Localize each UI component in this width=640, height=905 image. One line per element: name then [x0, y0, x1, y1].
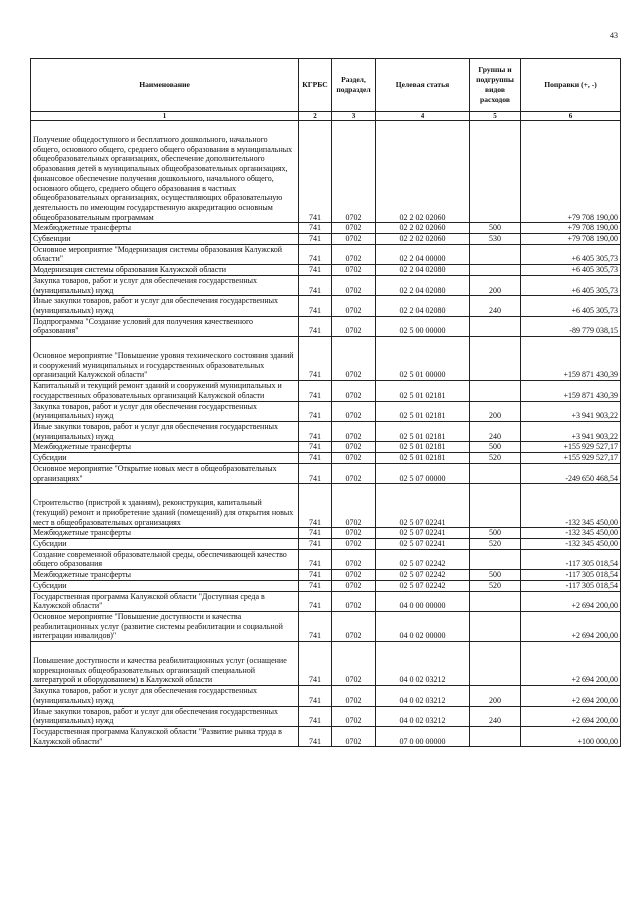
row-target: 02 2 02 02060: [376, 121, 470, 223]
table-row: [31, 686, 621, 706]
row-name: Закупка товаров, работ и услуг для обеспечения государственных (муниципальных) нужд: [31, 686, 299, 706]
row-group: [470, 121, 521, 223]
row-amount: -89 779 038,15: [521, 316, 621, 336]
row-amount: +155 929 527,17: [521, 453, 621, 464]
table-row: [31, 337, 621, 381]
row-amount: -249 650 468,54: [521, 463, 621, 483]
row-name: Модернизация системы образования Калужской области: [31, 265, 299, 276]
row-section: 0702: [332, 381, 376, 401]
row-amount: +79 708 190,00: [521, 121, 621, 223]
row-target: 02 2 04 02080: [376, 275, 470, 295]
row-section: 0702: [332, 265, 376, 276]
row-target: 02 5 01 02181: [376, 401, 470, 421]
row-target: 04 0 02 00000: [376, 611, 470, 641]
row-group: 200: [470, 275, 521, 295]
row-section: 0702: [332, 223, 376, 234]
row-amount: +3 941 903,22: [521, 421, 621, 441]
row-amount: +3 941 903,22: [521, 401, 621, 421]
header-groups: Группы и подгруппы видов расходов: [470, 59, 521, 112]
row-name: Основное мероприятие "Повышение уровня технического состояния зданий и сооружений муниципальных и государственных образовательных организаций Калужской области": [31, 337, 299, 381]
row-kvsr: 741: [299, 686, 332, 706]
row-name: Субвенции: [31, 234, 299, 245]
table-row: [31, 528, 621, 539]
row-group: 500: [470, 223, 521, 234]
row-amount: +6 405 305,73: [521, 265, 621, 276]
row-kvsr: 741: [299, 463, 332, 483]
row-kvsr: 741: [299, 244, 332, 264]
row-group: 520: [470, 580, 521, 591]
row-name: Закупка товаров, работ и услуг для обеспечения государственных (муниципальных) нужд: [31, 275, 299, 295]
table-row: [31, 381, 621, 401]
row-name: Межбюджетные трансферты: [31, 442, 299, 453]
row-name: Создание современной образовательной среды, обеспечивающей качество общего образования: [31, 549, 299, 569]
row-group: [470, 463, 521, 483]
row-name: Строительство (пристрой к зданиям), реконструкция, капитальный (текущий) ремонт и приобретение зданий (помещений) для открытия новых мест в общеобразовательных организациях: [31, 484, 299, 528]
row-target: 02 5 01 02181: [376, 421, 470, 441]
row-section: 0702: [332, 549, 376, 569]
row-name: Государственная программа Калужской области "Развитие рынка труда в Калужской области": [31, 726, 299, 746]
row-target: 02 5 07 02242: [376, 549, 470, 569]
column-number: 2: [299, 112, 332, 121]
row-amount: +6 405 305,73: [521, 244, 621, 264]
row-amount: +159 871 430,39: [521, 337, 621, 381]
row-section: 0702: [332, 463, 376, 483]
row-target: 02 2 04 00000: [376, 244, 470, 264]
row-amount: -132 345 450,00: [521, 484, 621, 528]
row-kvsr: 741: [299, 726, 332, 746]
row-name: Межбюджетные трансферты: [31, 528, 299, 539]
row-section: 0702: [332, 244, 376, 264]
column-number: 1: [31, 112, 299, 121]
row-target: 02 5 07 02241: [376, 528, 470, 539]
row-target: 02 2 02 02060: [376, 234, 470, 245]
row-section: 0702: [332, 234, 376, 245]
row-target: 02 5 00 00000: [376, 316, 470, 336]
row-group: 200: [470, 401, 521, 421]
row-kvsr: 741: [299, 234, 332, 245]
row-kvsr: 741: [299, 591, 332, 611]
row-section: 0702: [332, 726, 376, 746]
row-kvsr: 741: [299, 642, 332, 686]
row-section: 0702: [332, 642, 376, 686]
row-group: [470, 642, 521, 686]
table-row: [31, 223, 621, 234]
row-name: Закупка товаров, работ и услуг для обеспечения государственных (муниципальных) нужд: [31, 401, 299, 421]
row-section: 0702: [332, 453, 376, 464]
row-section: 0702: [332, 686, 376, 706]
row-name: Межбюджетные трансферты: [31, 570, 299, 581]
row-group: [470, 591, 521, 611]
table-row: [31, 244, 621, 264]
row-name: Иные закупки товаров, работ и услуг для обеспечения государственных (муниципальных) нужд: [31, 421, 299, 441]
row-target: 02 2 04 02080: [376, 296, 470, 316]
table-row: [31, 275, 621, 295]
row-kvsr: 741: [299, 381, 332, 401]
row-kvsr: 741: [299, 316, 332, 336]
row-target: 02 5 01 02181: [376, 381, 470, 401]
row-kvsr: 741: [299, 611, 332, 641]
row-name: Субсидии: [31, 580, 299, 591]
row-section: 0702: [332, 706, 376, 726]
table-row: [31, 265, 621, 276]
row-target: 02 2 02 02060: [376, 223, 470, 234]
header-amendments: Поправки (+, -): [521, 59, 621, 112]
row-target: 04 0 02 03212: [376, 686, 470, 706]
table-row: [31, 234, 621, 245]
row-section: 0702: [332, 316, 376, 336]
row-section: 0702: [332, 611, 376, 641]
row-kvsr: 741: [299, 121, 332, 223]
row-amount: +2 694 200,00: [521, 686, 621, 706]
row-name: Иные закупки товаров, работ и услуг для обеспечения государственных (муниципальных) нужд: [31, 706, 299, 726]
table-row: [31, 549, 621, 569]
table-row: [31, 611, 621, 641]
column-number: 4: [376, 112, 470, 121]
row-kvsr: 741: [299, 401, 332, 421]
column-number: 6: [521, 112, 621, 121]
row-amount: -117 305 018,54: [521, 570, 621, 581]
row-section: 0702: [332, 401, 376, 421]
row-amount: +6 405 305,73: [521, 296, 621, 316]
row-group: 500: [470, 570, 521, 581]
row-section: 0702: [332, 296, 376, 316]
row-target: 02 5 01 02181: [376, 453, 470, 464]
row-section: 0702: [332, 570, 376, 581]
row-section: 0702: [332, 275, 376, 295]
row-target: 02 5 07 02241: [376, 539, 470, 550]
row-section: 0702: [332, 337, 376, 381]
row-name: Государственная программа Калужской области "Доступная среда в Калужской области": [31, 591, 299, 611]
row-target: 07 0 00 00000: [376, 726, 470, 746]
row-amount: +6 405 305,73: [521, 275, 621, 295]
header-target: Целевая статья: [376, 59, 470, 112]
row-group: 500: [470, 528, 521, 539]
row-kvsr: 741: [299, 706, 332, 726]
table-row: [31, 453, 621, 464]
table-row: [31, 642, 621, 686]
row-name: Подпрограмма "Создание условий для получения качественного образования": [31, 316, 299, 336]
row-amount: -132 345 450,00: [521, 539, 621, 550]
row-kvsr: 741: [299, 528, 332, 539]
row-kvsr: 741: [299, 484, 332, 528]
row-name: Основное мероприятие "Повышение доступности и качества реабилитационных услуг (развитие системы реабилитации и социальной интеграции инвалидов)": [31, 611, 299, 641]
row-section: 0702: [332, 421, 376, 441]
row-target: 02 5 01 02181: [376, 442, 470, 453]
row-target: 04 0 02 03212: [376, 642, 470, 686]
row-name: Субсидии: [31, 453, 299, 464]
row-group: [470, 611, 521, 641]
row-amount: +79 708 190,00: [521, 234, 621, 245]
row-kvsr: 741: [299, 223, 332, 234]
row-group: [470, 381, 521, 401]
row-group: [470, 244, 521, 264]
table-row: [31, 296, 621, 316]
page-number: 43: [610, 31, 618, 40]
column-number: 3: [332, 112, 376, 121]
table-row: [31, 570, 621, 581]
row-target: 02 5 01 00000: [376, 337, 470, 381]
column-number: 5: [470, 112, 521, 121]
budget-amendments-table: [30, 58, 621, 747]
row-target: 04 0 00 00000: [376, 591, 470, 611]
row-group: 200: [470, 686, 521, 706]
table-row: [31, 316, 621, 336]
row-group: 500: [470, 442, 521, 453]
header-kvsr: КГРБС: [299, 59, 332, 112]
row-amount: +79 708 190,00: [521, 223, 621, 234]
row-kvsr: 741: [299, 539, 332, 550]
row-kvsr: 741: [299, 337, 332, 381]
table-row: [31, 580, 621, 591]
row-name: Основное мероприятие "Модернизация системы образования Калужской области": [31, 244, 299, 264]
table-row: [31, 726, 621, 746]
row-name: Субсидии: [31, 539, 299, 550]
row-kvsr: 741: [299, 265, 332, 276]
row-amount: +100 000,00: [521, 726, 621, 746]
row-section: 0702: [332, 539, 376, 550]
row-kvsr: 741: [299, 453, 332, 464]
row-group: [470, 337, 521, 381]
row-target: 02 2 04 02080: [376, 265, 470, 276]
row-section: 0702: [332, 528, 376, 539]
table-row: [31, 121, 621, 223]
row-target: 02 5 07 00000: [376, 463, 470, 483]
row-name: Капитальный и текущий ремонт зданий и сооружений муниципальных и государственных образовательных организаций Калужской области: [31, 381, 299, 401]
row-group: [470, 265, 521, 276]
row-amount: +155 929 527,17: [521, 442, 621, 453]
row-name: Основное мероприятие "Открытие новых мест в общеобразовательных организациях": [31, 463, 299, 483]
row-section: 0702: [332, 442, 376, 453]
row-name: Повышение доступности и качества реабилитационных услуг (оснащение коррекционных общеобразовательных организаций специальной литературой и оборудованием) в Калужской области: [31, 642, 299, 686]
row-group: [470, 726, 521, 746]
row-amount: -132 345 450,00: [521, 528, 621, 539]
row-section: 0702: [332, 121, 376, 223]
row-kvsr: 741: [299, 296, 332, 316]
row-amount: -117 305 018,54: [521, 549, 621, 569]
table-row: [31, 421, 621, 441]
row-amount: +2 694 200,00: [521, 611, 621, 641]
row-name: Межбюджетные трансферты: [31, 223, 299, 234]
row-name: Иные закупки товаров, работ и услуг для обеспечения государственных (муниципальных) нужд: [31, 296, 299, 316]
row-group: 520: [470, 453, 521, 464]
row-kvsr: 741: [299, 570, 332, 581]
row-kvsr: 741: [299, 275, 332, 295]
row-group: [470, 316, 521, 336]
row-group: 520: [470, 539, 521, 550]
row-group: 240: [470, 706, 521, 726]
row-group: 240: [470, 421, 521, 441]
table-row: [31, 442, 621, 453]
row-name: Получение общедоступного и бесплатного дошкольного, начального общего, основного общего, среднего общего образования в муниципальных общеобразовательных организациях, обеспечение дополнительного образования детей в муниципальных общеобразовательных организациях, финансовое обеспечение получения дошкольного, начального общего, основного общего, среднего общего образования в частных общеобразовательных организациях, осуществляющих образовательную деятельность по имеющим государственную аккредитацию основным общеобразовательным программам: [31, 121, 299, 223]
header-name: Наименование: [31, 59, 299, 112]
row-kvsr: 741: [299, 580, 332, 591]
header-section: Раздел, подраздел: [332, 59, 376, 112]
row-group: [470, 484, 521, 528]
row-kvsr: 741: [299, 442, 332, 453]
row-target: 04 0 02 03212: [376, 706, 470, 726]
row-kvsr: 741: [299, 549, 332, 569]
row-section: 0702: [332, 591, 376, 611]
row-target: 02 5 07 02241: [376, 484, 470, 528]
table-row: [31, 591, 621, 611]
row-amount: +2 694 200,00: [521, 706, 621, 726]
row-section: 0702: [332, 484, 376, 528]
row-amount: +159 871 430,39: [521, 381, 621, 401]
row-group: 240: [470, 296, 521, 316]
row-group: [470, 549, 521, 569]
table-row: [31, 484, 621, 528]
table-row: [31, 401, 621, 421]
row-amount: -117 305 018,54: [521, 580, 621, 591]
table-row: [31, 706, 621, 726]
row-kvsr: 741: [299, 421, 332, 441]
table-body: [31, 121, 621, 747]
row-section: 0702: [332, 580, 376, 591]
table-row: [31, 463, 621, 483]
row-amount: +2 694 200,00: [521, 591, 621, 611]
table-row: [31, 539, 621, 550]
row-target: 02 5 07 02242: [376, 580, 470, 591]
row-amount: +2 694 200,00: [521, 642, 621, 686]
row-group: 530: [470, 234, 521, 245]
row-target: 02 5 07 02242: [376, 570, 470, 581]
